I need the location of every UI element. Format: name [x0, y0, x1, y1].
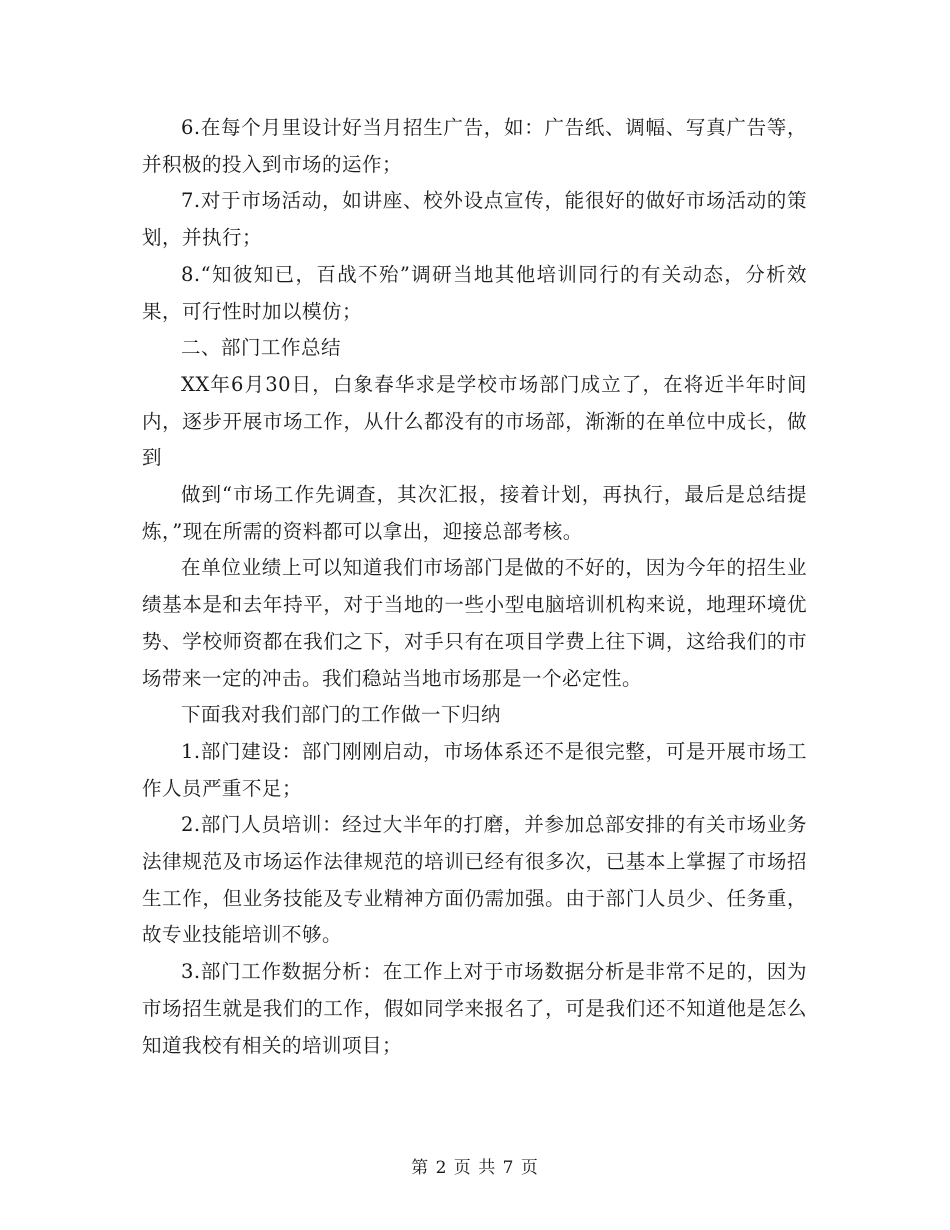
- summary-item-2: 2.部门人员培训：经过大半年的打磨，并参加总部安排的有关市场业务法律规范及市场运作法律规范的培训已经有很多次，已基本上掌握了市场招生工作，但业务技能及专业精神方面仍需加强。由于部门人员少、任务重，故专业技能培训不够。: [142, 813, 807, 947]
- document-body: [142, 110, 807, 1064]
- paragraph-item-8: 8.“知彼知已，百战不殆”调研当地其他培训同行的有关动态，分析效果，可行性时加以模仿；: [142, 262, 807, 323]
- summary-item-1: 1.部门建设：部门刚刚启动，市场体系还不是很完整，可是开展市场工作人员严重不足；: [142, 739, 807, 800]
- paragraph-performance: 在单位业绩上可以知道我们市场部门是做的不好的，因为今年的招生业绩基本是和去年持平，对于当地的一些小型电脑培训机构来说，地理环境优势、学校师资都在我们之下，对手只有在项目学费上往下调，这给我们的市场带来一定的冲击。我们稳站当地市场那是一个必定性。: [142, 556, 807, 690]
- paragraph-founding: XX年6月30日，白象春华求是学校市场部门成立了，在将近半年时间内，逐步开展市场工作，从什么都没有的市场部，渐渐的在单位中成长，做到: [142, 372, 807, 470]
- paragraph-item-6: 6.在每个月里设计好当月招生广告，如：广告纸、调幅、写真广告等，并积极的投入到市场的运作；: [142, 116, 807, 176]
- section-heading: 二、部门工作总结: [181, 336, 342, 360]
- page-number-footer: 第 2 页 共 7 页: [411, 1158, 539, 1178]
- summary-item-3: 3.部门工作数据分析：在工作上对于市场数据分析是非常不足的，因为市场招生就是我们的工作，假如同学来报名了，可是我们还不知道他是怎么知道我校有相关的培训项目；: [142, 960, 807, 1057]
- paragraph-achievements: 做到“市场工作先调查，其次汇报，接着计划，再执行，最后是总结提炼，”现在所需的资料都可以拿出，迎接总部考核。: [142, 483, 807, 543]
- paragraph-summary-intro: 下面我对我们部门的工作做一下归纳: [181, 703, 502, 727]
- paragraph-item-7: 7.对于市场活动，如讲座、校外设点宣传，能很好的做好市场活动的策划，并执行；: [142, 189, 807, 250]
